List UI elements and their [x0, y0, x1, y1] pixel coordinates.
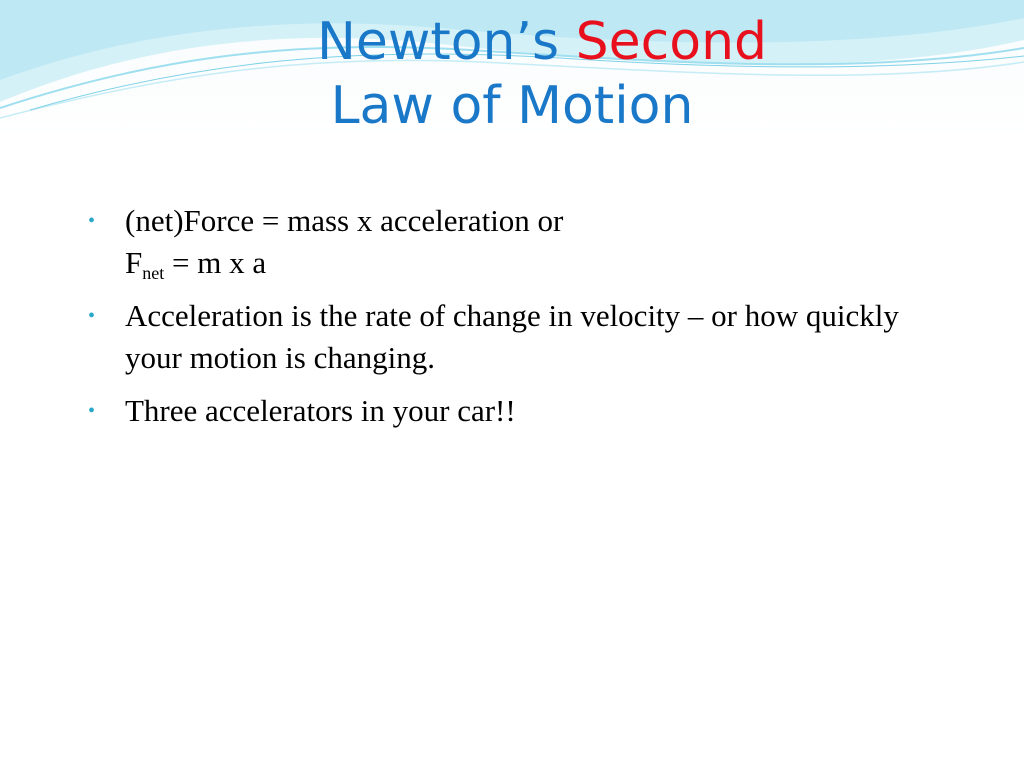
bullet-3-text: Three accelerators in your car!!: [125, 393, 516, 428]
bullet-icon: •: [88, 305, 96, 327]
bullet-icon: •: [88, 210, 96, 232]
bullet-item-3: [88, 390, 928, 432]
bullet-icon: •: [88, 400, 96, 422]
bullet-item-1: [88, 200, 928, 284]
formula-subscript: net: [142, 263, 165, 283]
title-part-1: Newton’s: [316, 12, 560, 72]
bullet-1-text: (net)Force = mass x acceleration or: [125, 203, 564, 238]
title-accent: Second: [575, 12, 768, 72]
slide-title: [0, 10, 1024, 138]
title-line-1: [60, 10, 1024, 74]
formula-rest: = m x a: [164, 245, 267, 280]
bullet-item-2: [88, 295, 928, 379]
formula: [125, 245, 267, 283]
formula-symbol: F: [125, 245, 143, 280]
bullet-list: [88, 200, 928, 443]
bullet-2-text: Acceleration is the rate of change in velocity – or how quickly your motion is changing.: [125, 298, 899, 375]
title-line-2: Law of Motion: [330, 76, 694, 136]
